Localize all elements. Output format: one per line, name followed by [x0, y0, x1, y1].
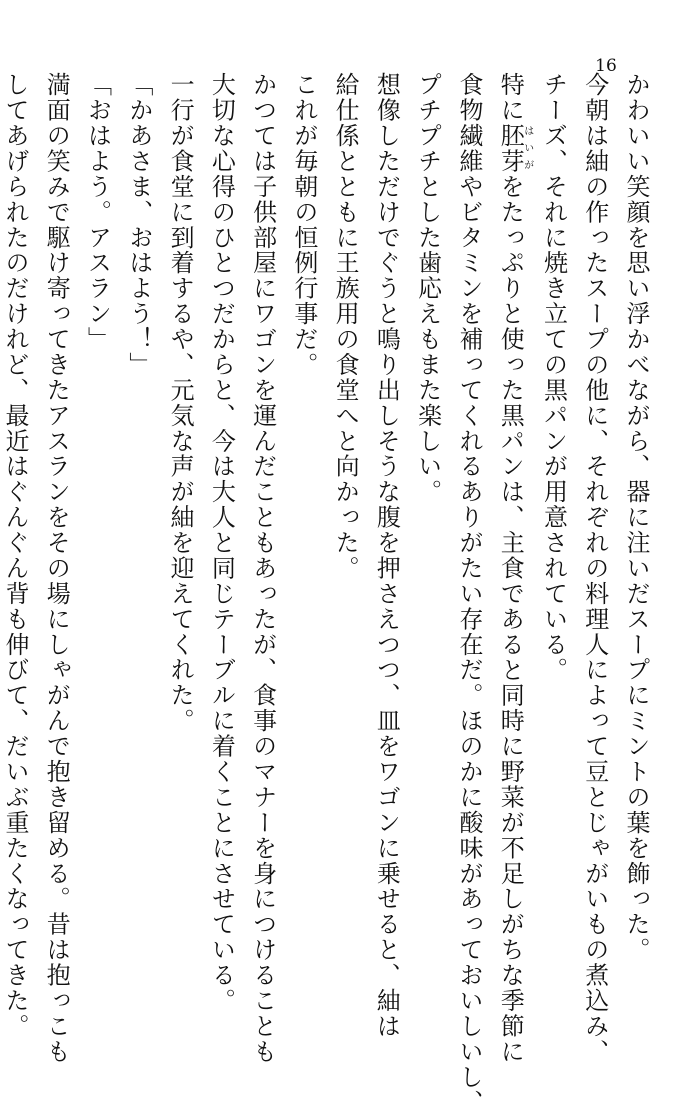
text-line: 一行が食堂に到着するや、元気な声が紬を迎えてくれた。 [166, 72, 195, 734]
text-line: 給仕係とともに王族用の食堂へと向かった。 [331, 72, 360, 581]
ruby-line-before: 特に [496, 72, 525, 123]
text-line: チーズ、それに焼き立ての黒パンが用意されている。 [539, 72, 568, 683]
furigana-haiga [496, 122, 533, 174]
text-line: 食物繊維やビタミンを補ってくれるありがたい存在だ。ほのかに酸味があっておいしいし、 [454, 72, 483, 1115]
ruby-base: 胚芽 [496, 122, 525, 174]
text-line: 今朝は紬の作ったスープの他に、それぞれの料理人によって豆とじゃがいもの煮込み、 [580, 72, 609, 1065]
text-line-with-ruby [489, 72, 533, 1065]
text-line: かつては子供部屋にワゴンを運んだこともあったが、食事のマナーを身につけることも [248, 72, 277, 1065]
text-line: 大切な心得のひとつだからと、今は大人と同じテーブルに着くことにさせている。 [207, 72, 236, 1014]
text-line: してあげられたのだけれど、最近はぐんぐん背も伸びて、だいぶ重たくなってきた。 [1, 72, 30, 1039]
text-line: 想像しただけでぐうと鳴り出しそうな腹を押さえつつ、皿をワゴンに乗せると、紬は [372, 72, 401, 1039]
text-line: 満面の笑みで駆け寄ってきたアスランをその場にしゃがんで抱き留める。昔は抱っこも [42, 72, 71, 1065]
text-line: かわいい笑顔を思い浮かべながら、器に注いだスープにミントの葉を飾った。 [622, 72, 650, 963]
page-number: 16 [595, 56, 617, 76]
text-line: これが毎朝の恒例行事だ。 [289, 72, 318, 378]
text-line: プチプチとした歯応えもまた楽しい。 [413, 72, 442, 505]
ruby-line-after: をたっぷりと使った黒パンは、主食であると同時に野菜が不足しがちな季節に [496, 173, 525, 1065]
body-text [0, 72, 656, 1115]
ruby-reading: はいが [521, 122, 533, 174]
dialogue-line: 「おはよう。アスラン」 [83, 72, 112, 352]
dialogue-line: 「かあさま、おはよう！」 [124, 72, 153, 378]
